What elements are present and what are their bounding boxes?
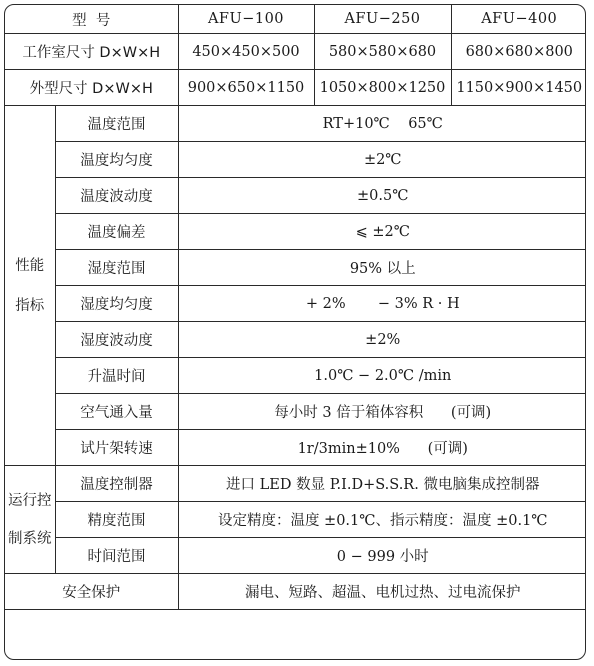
row-value: ±2% bbox=[178, 322, 586, 358]
table-row bbox=[5, 106, 586, 142]
outer-size-label: 外型尺寸 D×W×H bbox=[5, 70, 178, 106]
row-value: 1r/3min±10% (可调) bbox=[178, 430, 586, 466]
control-group-label bbox=[5, 466, 55, 574]
row-label: 空气通入量 bbox=[55, 394, 178, 430]
row-value: 95% 以上 bbox=[178, 250, 586, 286]
row-value: RT+10℃ 65℃ bbox=[178, 106, 586, 142]
table-row bbox=[5, 394, 586, 430]
spec-table bbox=[5, 5, 586, 610]
inner-size-label: 工作室尺寸 D×W×H bbox=[5, 34, 178, 70]
inner-size-value: 580×580×680 bbox=[314, 34, 451, 70]
row-value: 设定精度：温度 ±0.1℃、指示精度：温度 ±0.1℃ bbox=[178, 502, 586, 538]
table-row bbox=[5, 70, 586, 106]
table-row bbox=[5, 322, 586, 358]
row-label: 试片架转速 bbox=[55, 430, 178, 466]
header-row bbox=[5, 5, 586, 34]
table-row bbox=[5, 214, 586, 250]
table-row bbox=[5, 574, 586, 610]
row-value: ±2℃ bbox=[178, 142, 586, 178]
row-value: 1.0℃ − 2.0℃ /min bbox=[178, 358, 586, 394]
row-label: 温度均匀度 bbox=[55, 142, 178, 178]
performance-group-label bbox=[5, 106, 55, 466]
row-value: ±0.5℃ bbox=[178, 178, 586, 214]
row-label: 精度范围 bbox=[55, 502, 178, 538]
row-value: + 2% − 3% R · H bbox=[178, 286, 586, 322]
model-header-label: 型 号 bbox=[5, 5, 178, 34]
table-row bbox=[5, 250, 586, 286]
row-label: 时间范围 bbox=[55, 538, 178, 574]
table-row bbox=[5, 430, 586, 466]
row-label: 湿度范围 bbox=[55, 250, 178, 286]
table-row bbox=[5, 502, 586, 538]
table-row bbox=[5, 34, 586, 70]
row-label: 温度控制器 bbox=[55, 466, 178, 502]
safety-value: 漏电、短路、超温、电机过热、过电流保护 bbox=[178, 574, 586, 610]
table-row bbox=[5, 358, 586, 394]
row-value: ⩽ ±2℃ bbox=[178, 214, 586, 250]
outer-size-value: 1150×900×1450 bbox=[451, 70, 586, 106]
row-value: 0 − 999 小时 bbox=[178, 538, 586, 574]
outer-size-value: 900×650×1150 bbox=[178, 70, 314, 106]
control-label-line1: 运行控 bbox=[8, 492, 52, 509]
performance-label-line1: 性能 bbox=[15, 257, 45, 274]
table-row bbox=[5, 178, 586, 214]
row-label: 温度范围 bbox=[55, 106, 178, 142]
row-label: 温度偏差 bbox=[55, 214, 178, 250]
inner-size-value: 450×450×500 bbox=[178, 34, 314, 70]
model-afu-250: AFU−250 bbox=[314, 5, 451, 34]
model-afu-100: AFU−100 bbox=[178, 5, 314, 34]
row-value: 进口 LED 数显 P.I.D+S.S.R. 微电脑集成控制器 bbox=[178, 466, 586, 502]
row-value: 每小时 3 倍于箱体容积 (可调) bbox=[178, 394, 586, 430]
table-row bbox=[5, 286, 586, 322]
outer-size-value: 1050×800×1250 bbox=[314, 70, 451, 106]
inner-size-value: 680×680×800 bbox=[451, 34, 586, 70]
row-label: 温度波动度 bbox=[55, 178, 178, 214]
row-label: 湿度波动度 bbox=[55, 322, 178, 358]
row-label: 湿度均匀度 bbox=[55, 286, 178, 322]
safety-label: 安全保护 bbox=[5, 574, 178, 610]
control-label-line2: 制系统 bbox=[8, 530, 52, 547]
table-row bbox=[5, 466, 586, 502]
model-afu-400: AFU−400 bbox=[451, 5, 586, 34]
spec-table-frame bbox=[4, 4, 586, 660]
performance-label-line2: 指标 bbox=[15, 297, 45, 314]
table-row bbox=[5, 538, 586, 574]
row-label: 升温时间 bbox=[55, 358, 178, 394]
table-row bbox=[5, 142, 586, 178]
